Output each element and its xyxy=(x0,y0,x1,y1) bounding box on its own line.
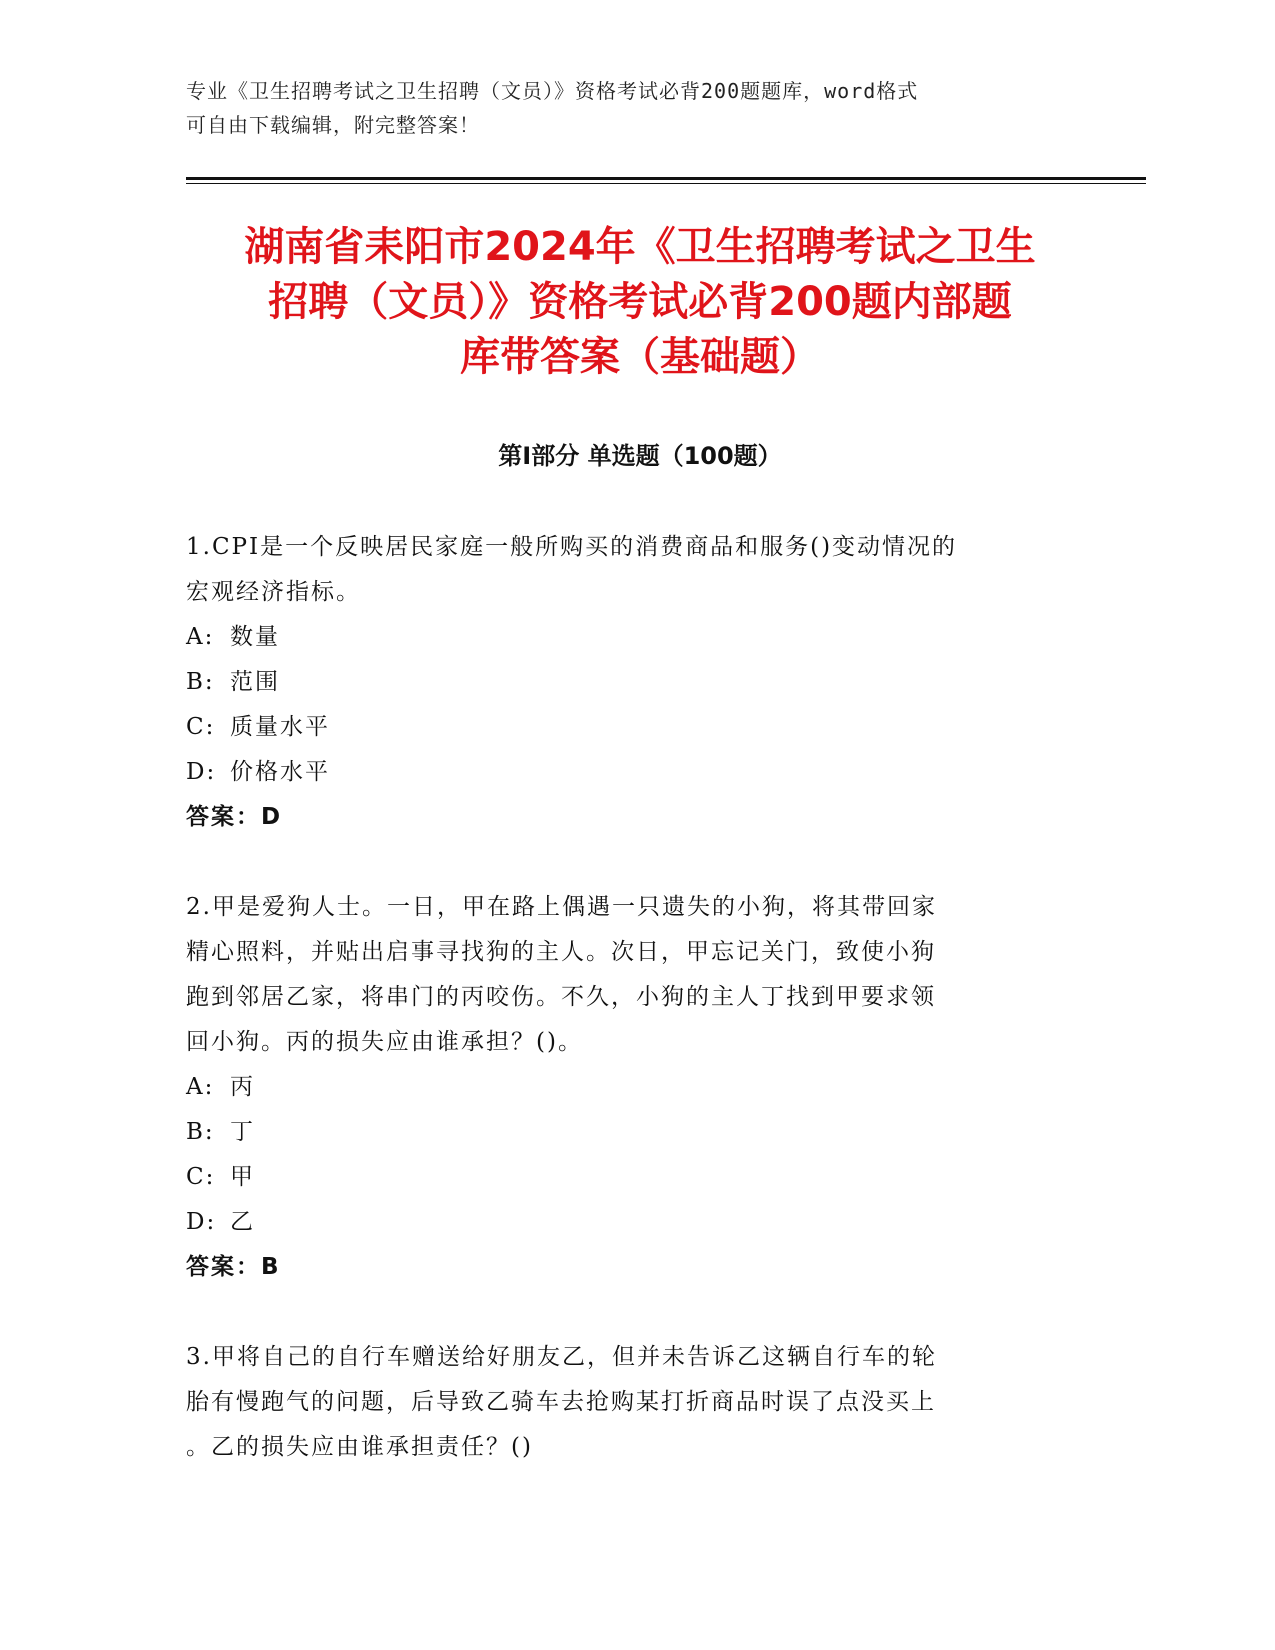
option-letter: B: xyxy=(186,669,215,695)
question-stem-line: 宏观经济指标。 xyxy=(186,579,361,605)
option-text: 丙 xyxy=(230,1074,255,1100)
header-note-line: 可自由下载编辑，附完整答案！ xyxy=(186,113,480,137)
option-b xyxy=(186,1110,1086,1155)
option-text: 价格水平 xyxy=(230,759,330,785)
header-divider-thin xyxy=(186,183,1146,184)
question-stem-line: 回小狗。丙的损失应由谁承担？()。 xyxy=(186,1029,583,1055)
option-text: 质量水平 xyxy=(230,714,330,740)
question-stem xyxy=(186,525,1086,615)
document-title-line: 库带答案（基础题） xyxy=(460,334,820,380)
question-stem-line: 跑到邻居乙家，将串门的丙咬伤。不久，小狗的主人丁找到甲要求领 xyxy=(186,984,936,1010)
question-stem-line: 3.甲将自己的自行车赠送给好朋友乙，但并未告诉乙这辆自行车的轮 xyxy=(186,1344,937,1370)
question-stem-line: 精心照料，并贴出启事寻找狗的主人。次日，甲忘记关门，致使小狗 xyxy=(186,939,936,965)
option-letter: D: xyxy=(186,759,217,785)
option-a xyxy=(186,615,1086,660)
question-3 xyxy=(186,1335,1086,1470)
option-letter: C: xyxy=(186,714,216,740)
question-stem xyxy=(186,1335,1086,1470)
document-title-line: 湖南省耒阳市2024年《卫生招聘考试之卫生 xyxy=(244,224,1036,270)
header-note xyxy=(186,74,1086,142)
option-c xyxy=(186,1155,1086,1200)
option-letter: D: xyxy=(186,1209,217,1235)
question-2 xyxy=(186,885,1086,1290)
option-text: 范围 xyxy=(230,669,280,695)
question-stem-line: 胎有慢跑气的问题，后导致乙骑车去抢购某打折商品时误了点没买上 xyxy=(186,1389,936,1415)
question-1 xyxy=(186,525,1086,840)
option-letter: A: xyxy=(186,1074,215,1100)
question-stem-line: 1.CPI是一个反映居民家庭一般所购买的消费商品和服务()变动情况的 xyxy=(186,534,958,560)
option-text: 数量 xyxy=(230,624,280,650)
option-a xyxy=(186,1065,1086,1110)
option-c xyxy=(186,705,1086,750)
document-title-line: 招聘（文员）》资格考试必背200题内部题 xyxy=(268,279,1012,325)
answer-label: 答案：B xyxy=(186,1254,281,1280)
option-d xyxy=(186,750,1086,795)
header-divider-thick xyxy=(186,177,1146,180)
question-stem-line: 。乙的损失应由谁承担责任？() xyxy=(186,1434,533,1460)
option-b xyxy=(186,660,1086,705)
header-note-line: 专业《卫生招聘考试之卫生招聘（文员）》资格考试必背200题题库，word格式 xyxy=(186,79,919,103)
option-letter: C: xyxy=(186,1164,216,1190)
question-stem xyxy=(186,885,1086,1065)
question-stem-line: 2.甲是爱狗人士。一日，甲在路上偶遇一只遗失的小狗，将其带回家 xyxy=(186,894,937,920)
answer-label: 答案：D xyxy=(186,804,283,830)
document-title xyxy=(180,220,1100,385)
option-text: 甲 xyxy=(230,1164,255,1190)
option-text: 乙 xyxy=(230,1209,255,1235)
option-d xyxy=(186,1200,1086,1245)
section-heading: 第Ⅰ部分 单选题（100题） xyxy=(498,442,782,470)
option-text: 丁 xyxy=(230,1119,255,1145)
option-letter: B: xyxy=(186,1119,215,1145)
option-letter: A: xyxy=(186,624,215,650)
